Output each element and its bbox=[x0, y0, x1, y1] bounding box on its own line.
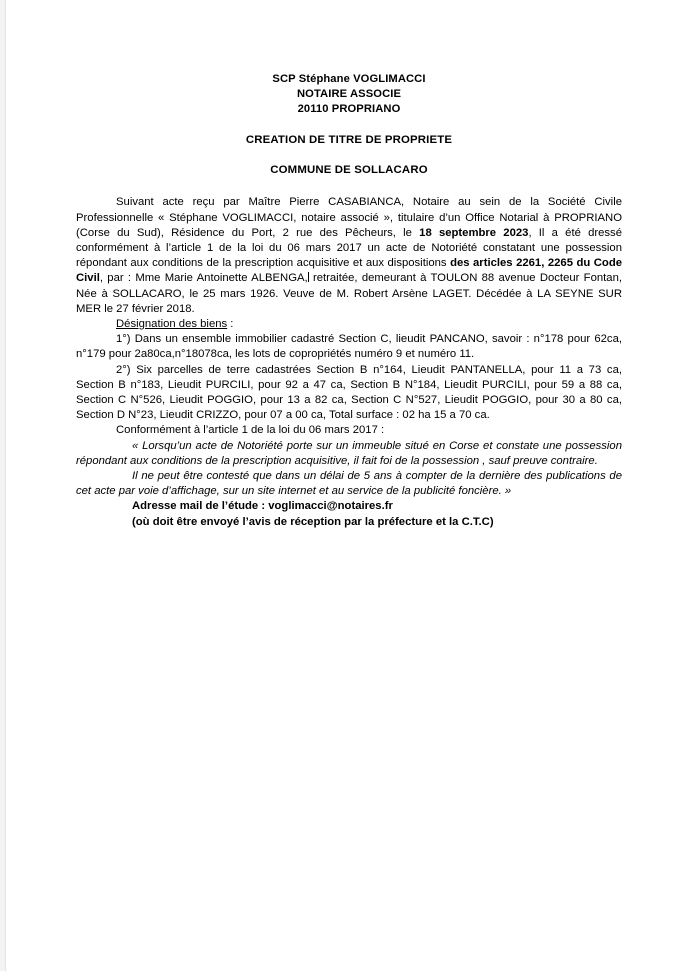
preamble-text-c: , par : Mme Marie Antoinette ALBENGA, bbox=[99, 272, 308, 285]
law-quote-paragraph-1: « Lorsqu’un acte de Notoriété porte sur un immeuble situé en Corse et constate une possession répondant aux conditions de la prescription acquisitive, il fait foi de la possession , sauf preuve contraire. bbox=[76, 439, 622, 467]
document-subtitle: COMMUNE DE SOLLACARO bbox=[270, 164, 428, 177]
spacer-before-body bbox=[76, 178, 622, 195]
designation-heading-line bbox=[76, 317, 622, 332]
document-content bbox=[76, 72, 622, 531]
civil-code-articles: des articles 2261, 2265 du Code Civil bbox=[76, 257, 623, 285]
designation-item-2: 2°) Six parcelles de terre cadastrées Section B n°164, Lieudit PANTANELLA, pour 11 a 73 ca, Section B n°183, Lieudit PURCILI, pour 92 a 47 ca, Section B N°184, Lieudit PURCILI, pour 59 a 88 ca, Section C N°526, Lieudit POGGIO, pour 13 a 82 ca, Section C N°527, Lieudit POGGIO, pour 30 a 80 ca, Section D N°23, Lieudit CRIZZO, pour 07 a 00 ca, Total surface : 02 ha 15 a 70 ca. bbox=[76, 363, 622, 422]
designation-heading-colon: : bbox=[227, 318, 234, 331]
letterhead-line-2: NOTAIRE ASSOCIE bbox=[296, 87, 402, 100]
receipt-notice-line: (où doit être envoyé l’avis de réception par la préfecture et la C.T.C) bbox=[132, 516, 494, 529]
conformity-line: Conformément à l’article 1 de la loi du 06 mars 2017 : bbox=[116, 424, 385, 437]
study-email-line: Adresse mail de l’étude : voglimacci@notaires.fr bbox=[132, 500, 393, 513]
preamble-text-d: retraitée, demeurant à TOULON 88 avenue Docteur Fontan, Née à SOLLACARO, le 25 mars 1926. Veuve de M. Robert Arsène LAGET. Décédée à LA SEYNE SUR MER le 27 février 2018. bbox=[76, 272, 622, 315]
preamble-text-a: Suivant acte reçu par Maître Pierre CASABIANCA, Notaire au sein de la Société Civile Professionnelle « Stéphane VOGLIMACCI, notaire associé », titulaire d’un Office Notarial à PROPRIANO (Corse du Sud), Résidence du Port, 2 rue des Pêcheurs, le bbox=[76, 196, 622, 239]
act-date: 18 septembre 2023 bbox=[419, 226, 529, 239]
letterhead-line-3: 20110 PROPRIANO bbox=[297, 102, 401, 115]
spacer-after-title bbox=[76, 148, 622, 163]
paragraph-preamble bbox=[76, 195, 622, 317]
designation-item-1: 1°) Dans un ensemble immobilier cadastré Section C, lieudit PANCANO, savoir : n°178 pour 62ca, n°179 pour 2a80ca,n°18078ca, les lots de copropriétés numéro 9 et numéro 11. bbox=[76, 333, 622, 361]
page-left-border bbox=[0, 0, 6, 971]
spacer-after-letterhead bbox=[76, 116, 622, 133]
designation-heading: Désignation des biens bbox=[116, 318, 228, 331]
preamble-text-b: , Il a été dressé conformément à l’article 1 de la loi du 06 mars 2017 un acte de Notoriété constatant une possession répondant aux conditions de la prescription acquisitive et aux dispositions bbox=[76, 226, 622, 270]
letterhead-line-1: SCP Stéphane VOGLIMACCI bbox=[272, 73, 426, 85]
law-quote-paragraph-2: Il ne peut être contesté que dans un délai de 5 ans à compter de la dernière des publications de cet acte par voie d’affichage, sur un site internet et au service de la publicité foncière. » bbox=[76, 470, 622, 498]
document-title: CREATION DE TITRE DE PROPRIETE bbox=[245, 134, 453, 147]
